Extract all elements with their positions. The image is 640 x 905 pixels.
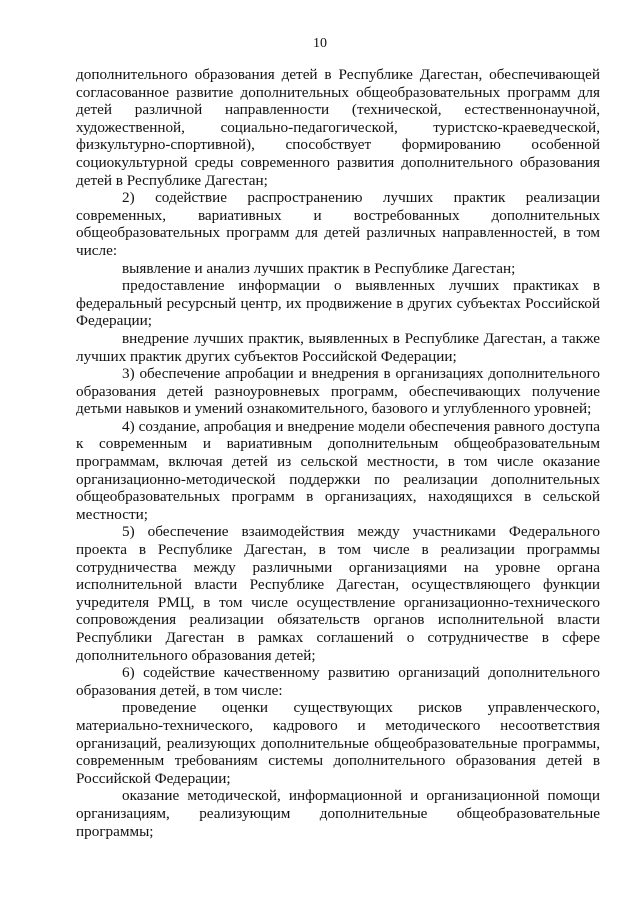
paragraph-subitem-assistance: оказание методической, информационной и организационной помощи организациям, реализующим дополнительные общеобразовательные программы; (76, 787, 600, 840)
paragraph-continuation: дополнительного образования детей в Республике Дагестан, обеспечивающей согласованное развитие дополнительных общеобразовательных программ для детей различной направленности (технической, естественнонаучной, художественной, социально-педагогической, туристско-краеведческой, физкультурно-спортивной), способствует формированию особенной социокультурной среды современного развития дополнительного образования детей в Республике Дагестан; (76, 66, 600, 189)
paragraph-item-5: 5) обеспечение взаимодействия между участниками Федерального проекта в Республике Дагестан, в том числе в реализации программы сотрудничества между различными организациями на уровне органа исполнительной власти Республике Дагестан, осуществляющего функции учредителя РМЦ, в том числе осуществление организационно-технического сопровождения реализации обязательств органов исполнительной власти Республики Дагестан в рамках соглашений о сотрудничестве в сфере дополнительного образования детей; (76, 523, 600, 664)
paragraph-item-4: 4) создание, апробация и внедрение модели обеспечения равного доступа к современным и вариативным дополнительным общеобразовательным программам, включая детей из сельской местности, в том числе оказание организационно-методической поддержки по реализации дополнительных общеобразовательных программ в организациях, находящихся в сельской местности; (76, 417, 600, 523)
paragraph-item-6: 6) содействие качественному развитию организаций дополнительного образования детей, в том числе: (76, 664, 600, 699)
paragraph-item-3: 3) обеспечение апробации и внедрения в организациях дополнительного образования детей разноуровневых программ, обеспечивающих получение детьми навыков и умений ознакомительного, базового и углубленного уровней; (76, 365, 600, 418)
document-body (76, 66, 600, 840)
paragraph-subitem-information: предоставление информации о выявленных лучших практиках в федеральный ресурсный центр, их продвижение в других субъектах Российской Федерации; (76, 277, 600, 330)
paragraph-subitem-risk-assessment: проведение оценки существующих рисков управленческого, материально-технического, кадрового и методического несоответствия организаций, реализующих дополнительные общеобразовательные программы, современным требованиям системы дополнительного образования детей в Российской Федерации; (76, 699, 600, 787)
paragraph-subitem-identification: выявление и анализ лучших практик в Республике Дагестан; (122, 259, 516, 277)
paragraph-subitem-implementation: внедрение лучших практик, выявленных в Республике Дагестан, а также лучших практик других субъектов Российской Федерации; (76, 329, 600, 365)
paragraph-item-2: 2) содействие распространению лучших практик реализации современных, вариативных и востребованных дополнительных общеобразовательных программ для детей различных направленностей, в том числе: (76, 189, 600, 259)
page-number: 10 (313, 36, 327, 51)
